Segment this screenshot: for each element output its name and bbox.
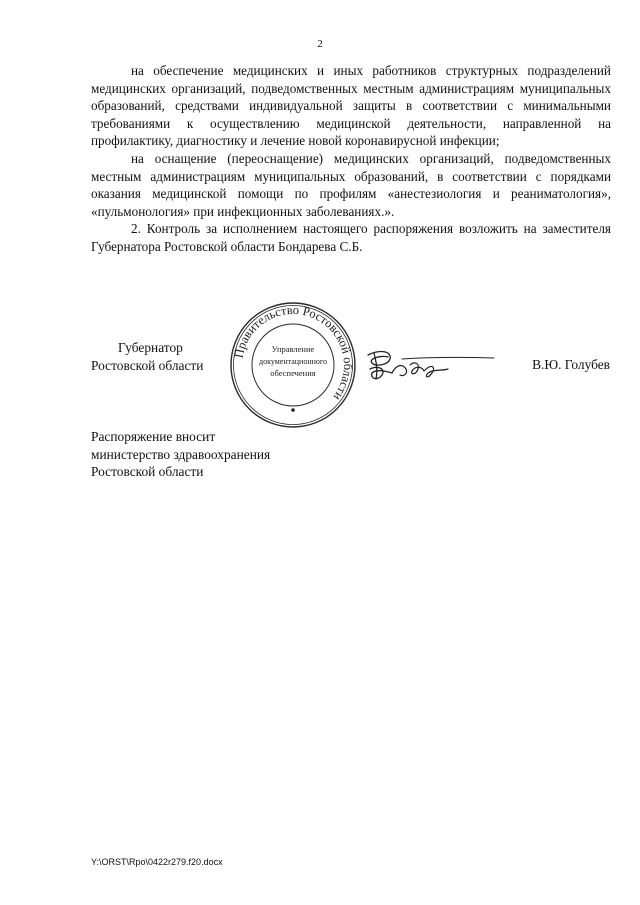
signatory-title-line2: Ростовской области	[91, 357, 204, 373]
seal-inner-line2: документационного	[259, 357, 327, 366]
paragraph-control: 2. Контроль за исполнением настоящего распоряжения возложить на заместителя Губернатора Ростовской области Бондарева С.Б.	[91, 221, 611, 254]
document-body	[91, 62, 611, 256]
seal-inner-line1: Управление	[271, 344, 315, 354]
signatory-title-line1: Губернатор	[118, 340, 183, 355]
signatory-name: В.Ю. Голубев	[532, 357, 610, 372]
handwritten-signature	[362, 343, 497, 388]
seal-outer-text: Правительство Ростовской области	[231, 302, 356, 404]
submitted-by	[91, 428, 270, 481]
submitted-by-line3: Ростовской области	[91, 464, 204, 480]
page-number: 2	[317, 38, 323, 50]
official-seal	[228, 300, 358, 430]
seal-inner-line3: обеспечения	[270, 368, 316, 378]
paragraph-equipment: на оснащение (переоснащение) медицинских организаций, подведомственных местным администрациям муниципальных образований, в соответствии с порядками оказания медицинской помощи по профилям «анестезиология и реаниматология», «пульмонология» при инфекционных заболеваниях.».	[91, 150, 611, 219]
paragraph-ppe: на обеспечение медицинских и иных работников структурных подразделений медицинских организаций, подведомственных местным администрациям муниципальных образований, средствами индивидуальной защиты в соответствии с минимальными требованиями к осуществлению медицинской деятельности, направленной на профилактику, диагностику и лечение новой коронавирусной инфекции;	[91, 63, 611, 149]
submitted-by-line2: министерство здравоохранения	[91, 446, 271, 462]
signatory-title	[91, 339, 203, 374]
file-path: Y:\ORST\Rpo\0422r279.f20.docx	[91, 857, 223, 867]
submitted-by-line1: Распоряжение вносит	[91, 429, 216, 444]
